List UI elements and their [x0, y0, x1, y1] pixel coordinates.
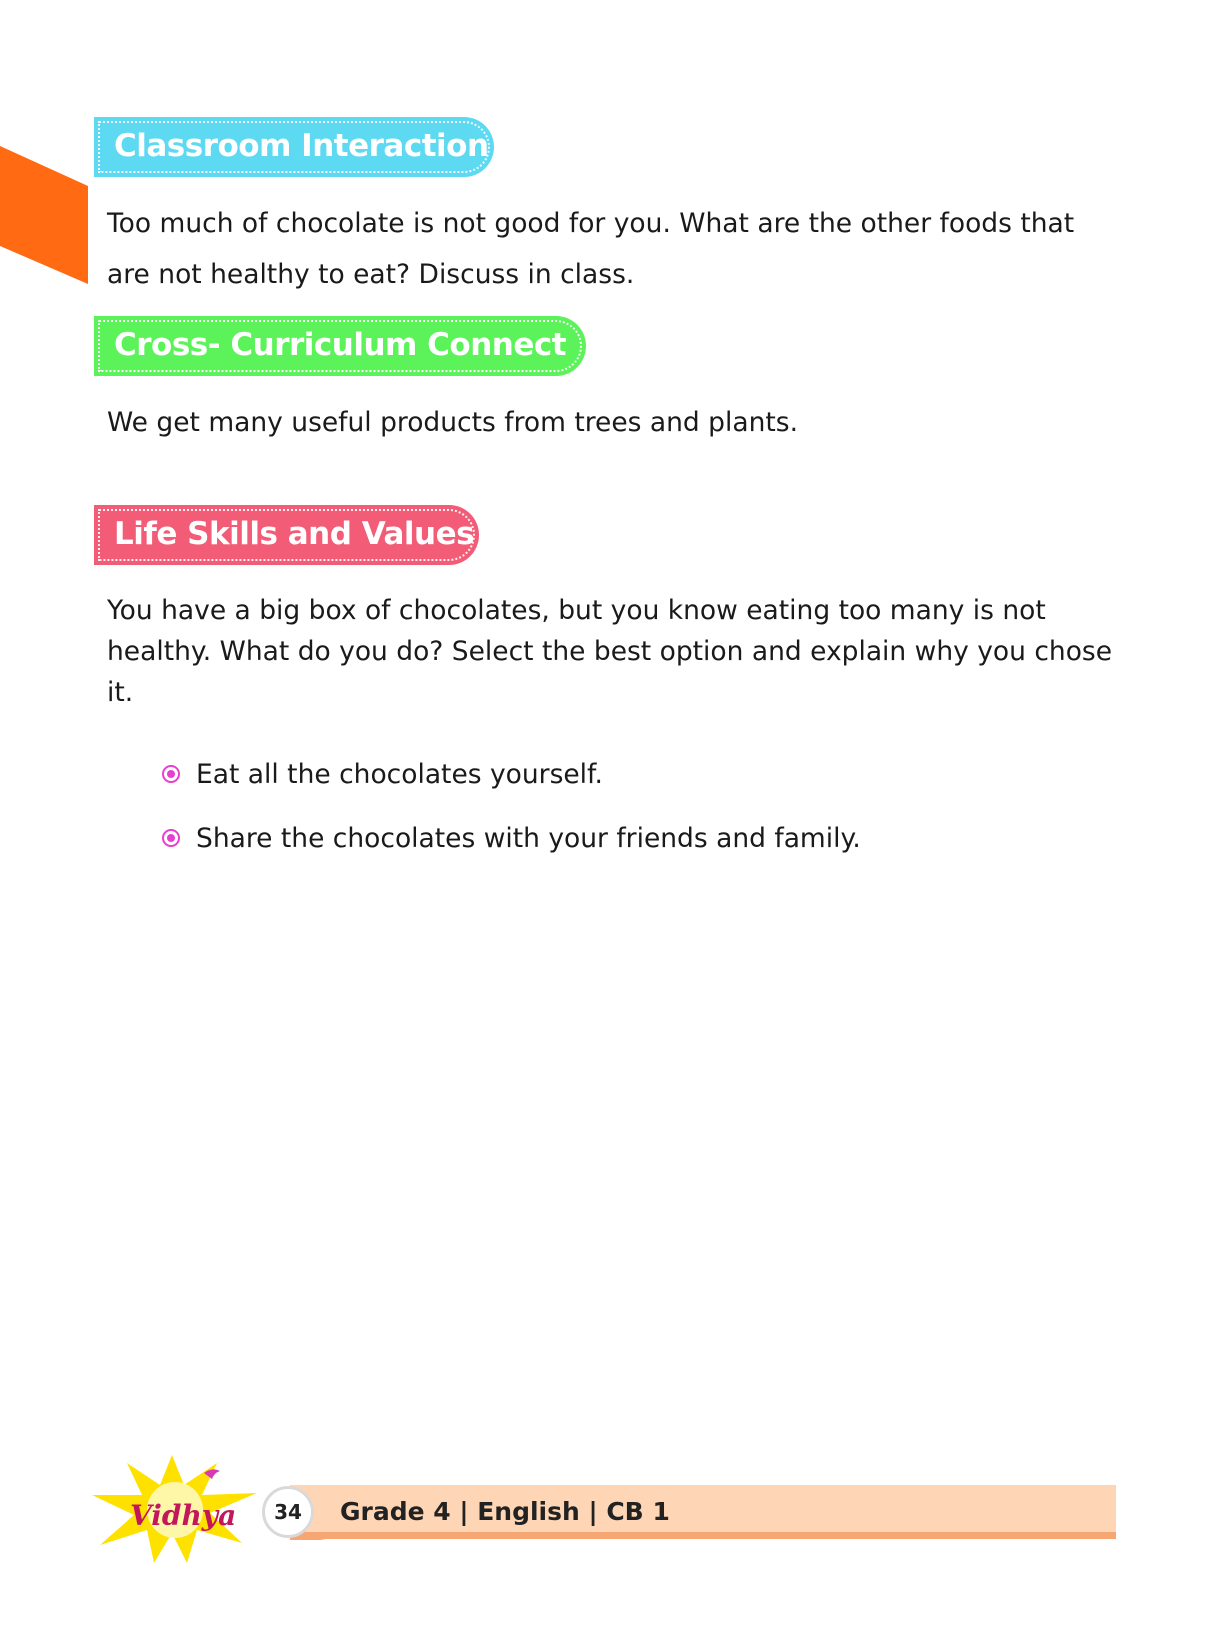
life-skills-banner	[94, 505, 479, 565]
radio-bullet-icon	[162, 829, 180, 847]
vidhya-logo	[92, 1455, 262, 1565]
cross-curriculum-banner	[94, 316, 586, 376]
life-skills-text: You have a big box of chocolates, but you know eating too many is not healthy. What do you do? Select the best option and explain why you chose it.	[107, 595, 1113, 708]
option-item[interactable]	[162, 806, 861, 870]
option-item[interactable]	[162, 742, 861, 806]
radio-bullet-icon	[162, 765, 180, 783]
life-skills-title: Life Skills and Values	[114, 516, 475, 552]
life-skills-options	[162, 742, 861, 870]
classroom-interaction-text: Too much of chocolate is not good for you. What are the other foods that are not healthy to eat? Discuss in class.	[107, 208, 1075, 290]
logo-text: Vidhya	[130, 1499, 237, 1532]
cross-curriculum-text: We get many useful products from trees and plants.	[107, 407, 798, 438]
footer-info: Grade 4 | English | CB 1	[340, 1497, 670, 1526]
page-number: 34	[262, 1486, 314, 1538]
option-label: Share the chocolates with your friends and family.	[196, 822, 861, 854]
corner-tab	[0, 146, 90, 286]
cross-curriculum-title: Cross- Curriculum Connect	[114, 327, 567, 363]
classroom-interaction-banner	[94, 117, 494, 177]
classroom-interaction-title: Classroom Interaction	[114, 128, 489, 164]
option-label: Eat all the chocolates yourself.	[196, 758, 603, 790]
